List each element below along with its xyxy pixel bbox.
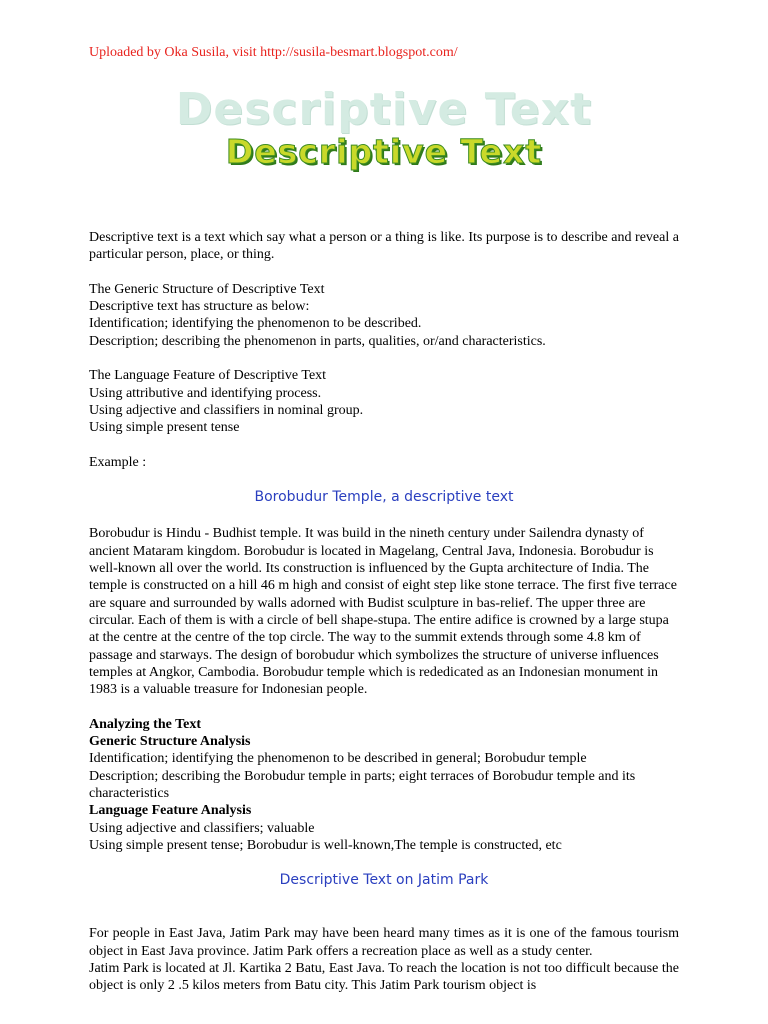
example-label: Example :	[89, 454, 147, 470]
document-body	[89, 229, 679, 995]
generic-structure-line: Descriptive text has structure as below:	[89, 299, 310, 315]
jatim-paragraph: For people in East Java, Jatim Park may have been heard many times as it is one of the famous tourism object in East Java province. Jatim Park offers a recreation place as well as a study center.	[89, 926, 679, 959]
upload-note: Uploaded by Oka Susila, visit http://susila-besmart.blogspot.com/	[89, 45, 458, 60]
borobudur-paragraph: Borobudur is Hindu - Budhist temple. It was build in the nineth century under Sailendra dynasty of ancient Mataram kingdom. Borobudur is located in Magelang, Central Java, Indonesia. Borobudur is well-known all over the world. Its construction is influenced by the Gupta architecture of India. The temple is constructed on a hill 46 m high and consist of eight step like stone terrace. The first five terrace are square and surrounded by walls adorned with Budist sculpture in bas-relief. The upper three are circular. Each of them is with a circle of bell shape-stupa. The entire adifice is crowned by a large stupa at the centre at the centre of the top circle. The way to the summit extends through some 4.8 km of passage and starways. The design of borobudur which symbolizes the structure of universe influences temples at Angkor, Cambodia. Borobudur temple which is rededicated as an Indonesian monument in 1983 is a valuable treasure for Indonesian people.	[89, 526, 677, 698]
language-feature-line: Using adjective and classifiers in nominal group.	[89, 402, 364, 418]
jatim-title: Descriptive Text on Jatim Park	[279, 872, 489, 889]
language-feature-line: Using simple present tense	[89, 420, 240, 436]
language-analysis-line: Using adjective and classifiers; valuable	[89, 820, 315, 836]
title-shadow-text: Descriptive Text	[175, 84, 593, 135]
language-analysis-line: Using simple present tense; Borobudur is well-known,The temple is constructed, etc	[89, 837, 562, 853]
generic-analysis-line: Description; describing the Borobudur temple in parts; eight terraces of Borobudur temple and its characteristics	[89, 768, 636, 801]
language-analysis-heading: Language Feature Analysis	[89, 803, 252, 819]
language-feature-heading: The Language Feature of Descriptive Text	[89, 368, 327, 384]
title-banner	[0, 80, 768, 180]
generic-structure-heading: The Generic Structure of Descriptive Text	[89, 281, 325, 297]
intro-paragraph: Descriptive text is a text which say what a person or a thing is like. Its purpose is to describe and reveal a particular person, place, or thing.	[89, 230, 679, 263]
title-main-text: Descriptive Text	[225, 132, 543, 171]
jatim-paragraph: Jatim Park is located at Jl. Kartika 2 Batu, East Java. To reach the location is not too difficult because the object is only 2 .5 kilos meters from Batu city. This Jatim Park tourism object is	[89, 960, 679, 994]
generic-structure-line: Identification; identifying the phenomenon to be described.	[89, 316, 422, 332]
borobudur-title: Borobudur Temple, a descriptive text	[254, 489, 514, 506]
language-feature-line: Using attributive and identifying process.	[89, 385, 322, 401]
generic-analysis-line: Identification; identifying the phenomenon to be described in general; Borobudur temple	[89, 751, 587, 767]
generic-analysis-heading: Generic Structure Analysis	[89, 734, 251, 750]
analysis-heading: Analyzing the Text	[89, 716, 202, 732]
generic-structure-line: Description; describing the phenomenon in parts, qualities, or/and characteristics.	[89, 333, 546, 349]
